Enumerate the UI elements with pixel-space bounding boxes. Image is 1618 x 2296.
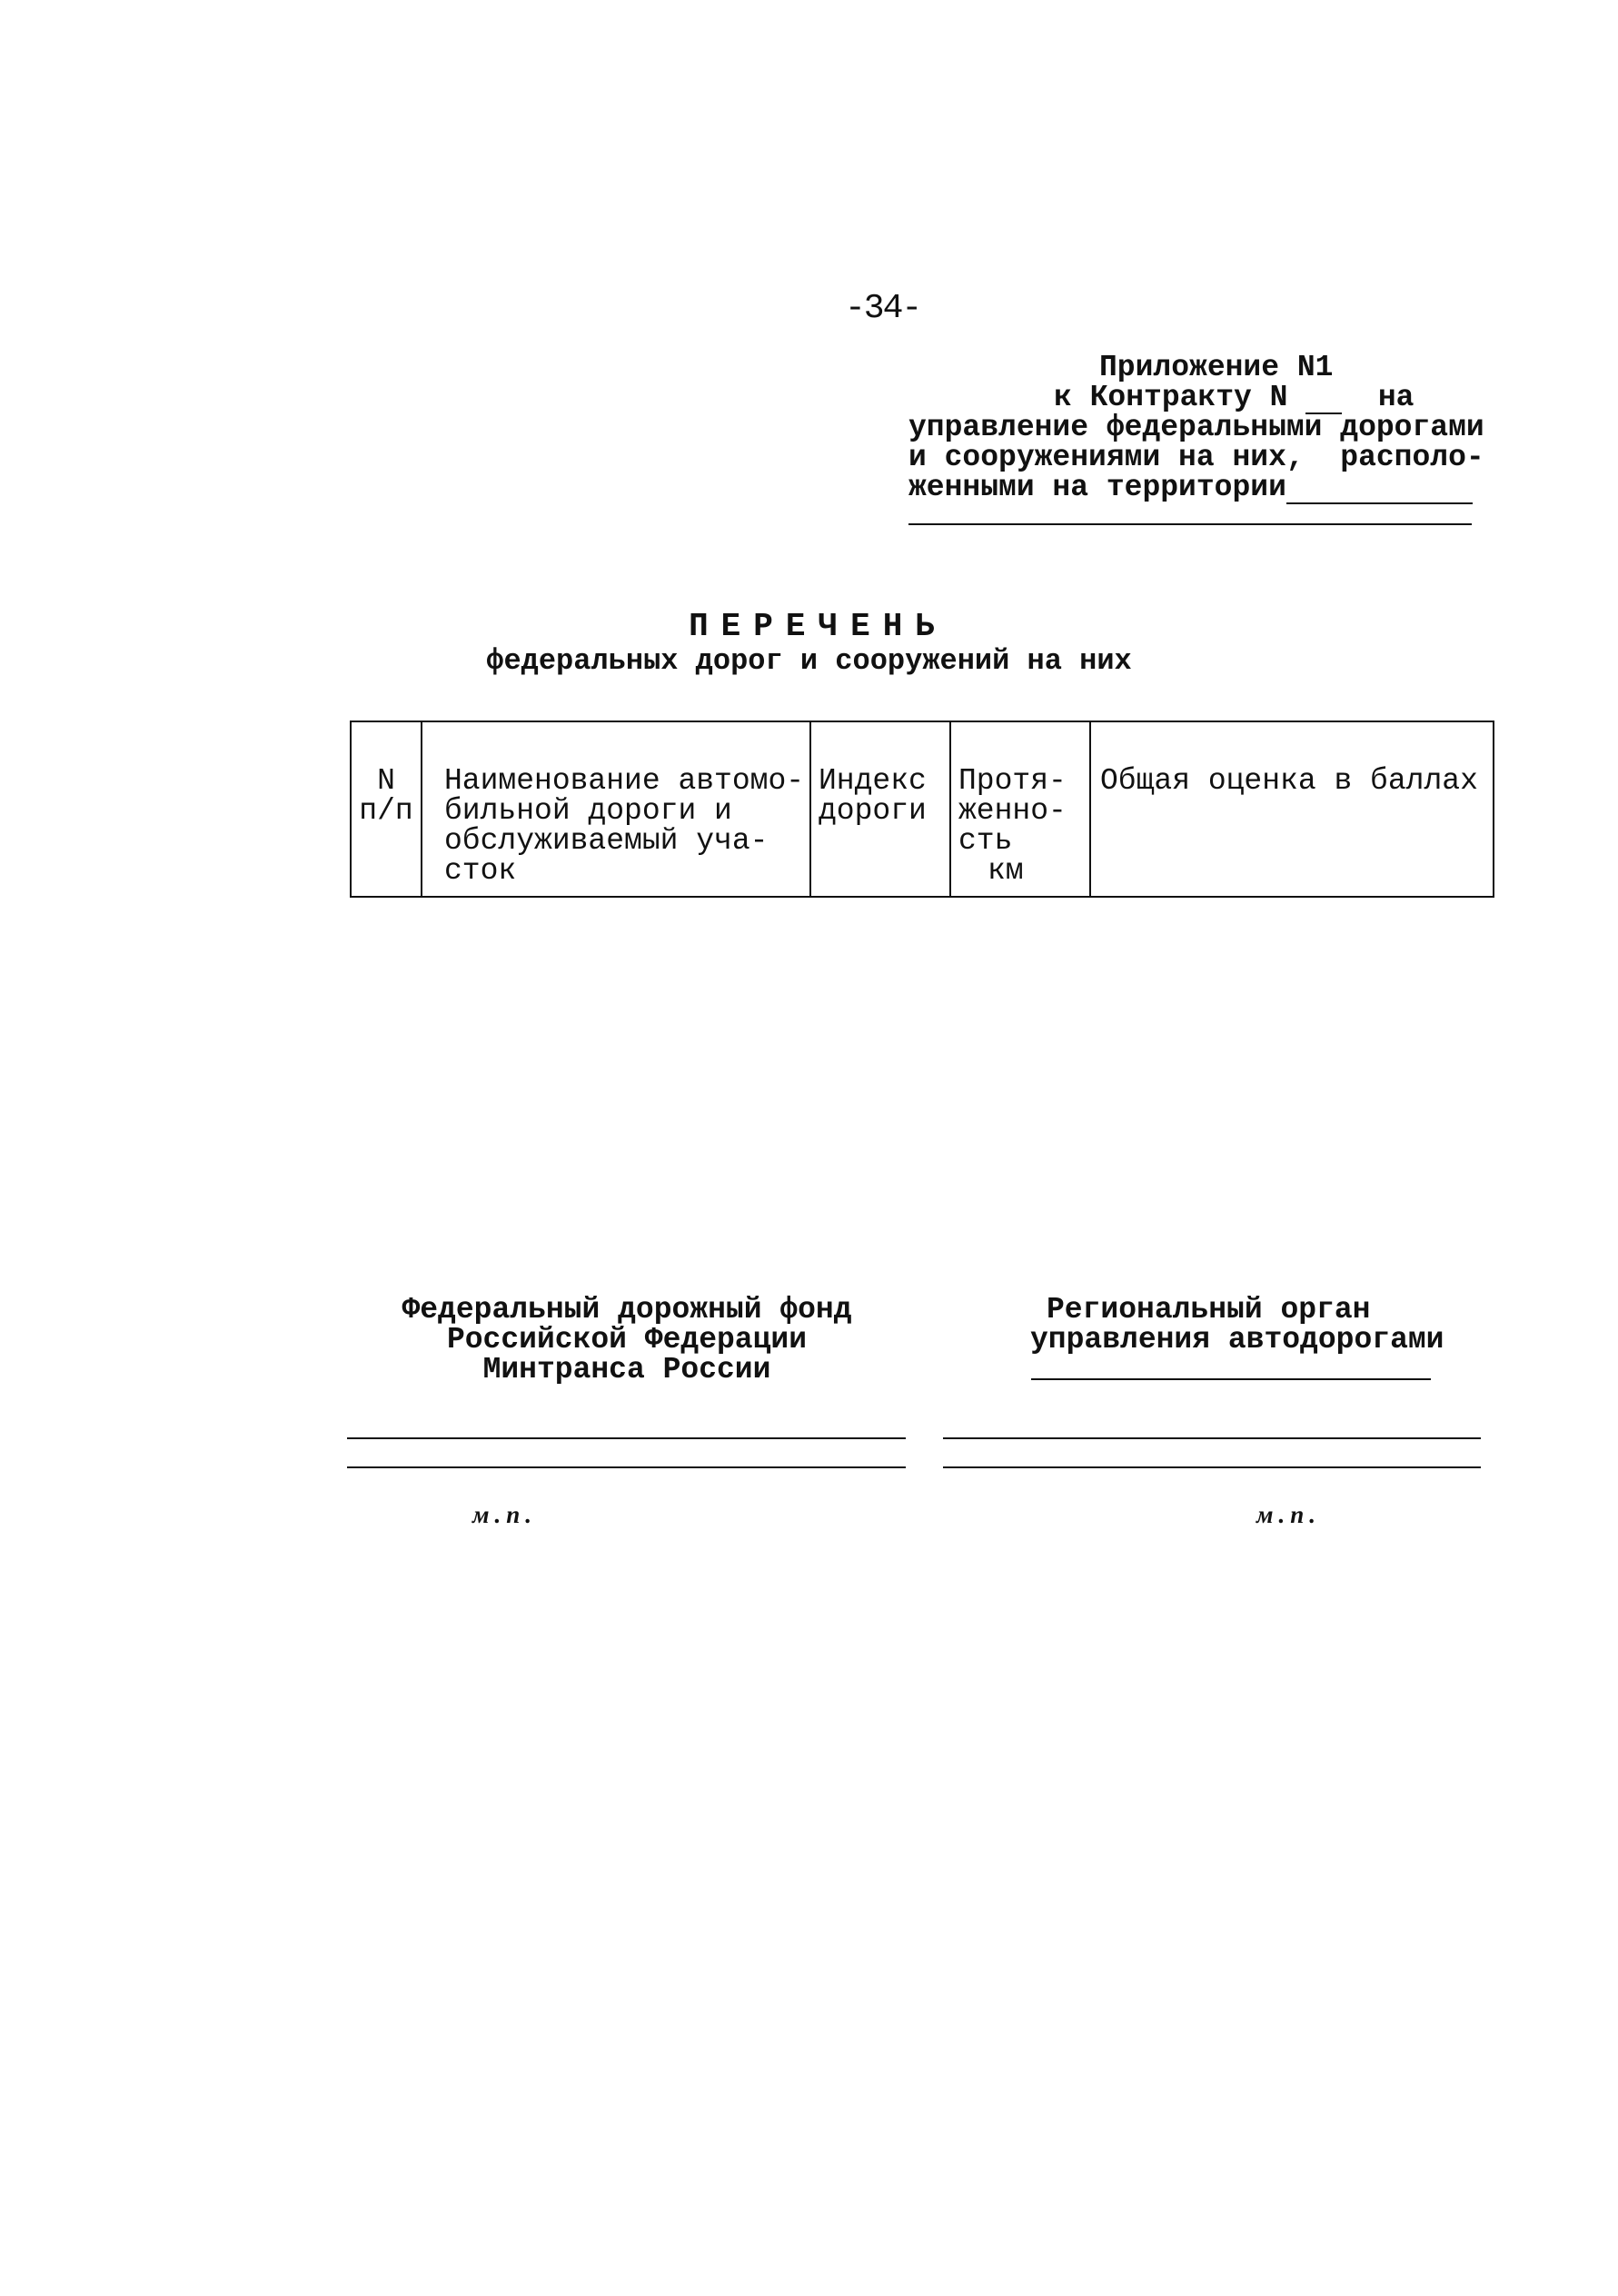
signature-left bbox=[345, 1295, 908, 1385]
signature-left-line: Минтранса России bbox=[482, 1353, 771, 1387]
header-length-line: Протя- bbox=[958, 764, 1067, 798]
header-score bbox=[1091, 722, 1493, 896]
annex-contract-suffix: на bbox=[1377, 381, 1415, 414]
document-title bbox=[0, 609, 1618, 678]
annex-contract-line bbox=[908, 383, 1490, 412]
signature-right-line-2 bbox=[943, 1466, 1481, 1468]
annex-line-3: управление федеральными дорогами bbox=[908, 411, 1484, 444]
annex-territory-line bbox=[908, 472, 1490, 502]
page-number: -34- bbox=[845, 289, 921, 328]
annex-contract-prefix: к Контракту N bbox=[1054, 381, 1288, 414]
title-subheading: федеральных дорог и сооружений на них bbox=[486, 644, 1132, 678]
header-road-name bbox=[422, 722, 811, 896]
contract-number-blank bbox=[1305, 383, 1342, 414]
header-length bbox=[951, 722, 1091, 896]
signature-left-line-1 bbox=[347, 1437, 906, 1439]
header-road-index bbox=[811, 722, 951, 896]
header-length-line: женно- bbox=[958, 794, 1067, 828]
signature-right bbox=[999, 1295, 1454, 1355]
header-length-line: сть bbox=[958, 824, 1013, 858]
header-length-unit: км bbox=[988, 854, 1024, 888]
header-number-line: п/п bbox=[359, 794, 413, 828]
signature-left-line: Российской Федерации bbox=[446, 1323, 808, 1357]
annex-territory-label: женными на территории bbox=[908, 471, 1286, 504]
stamp-left: м.п. bbox=[472, 1501, 538, 1528]
header-road-index-line: дороги bbox=[819, 794, 927, 828]
annex-header bbox=[908, 353, 1490, 502]
roads-table bbox=[350, 721, 1494, 898]
header-road-index-line: Индекс bbox=[819, 764, 927, 798]
header-score-line: Общая оценка в баллах bbox=[1100, 764, 1478, 798]
annex-title: Приложение N1 bbox=[1099, 351, 1334, 384]
signature-left-line-2 bbox=[347, 1466, 906, 1468]
header-number bbox=[352, 722, 422, 896]
header-road-name-line: Наименование автомо- bbox=[444, 764, 805, 798]
signature-left-line: Федеральный дорожный фонд bbox=[402, 1293, 852, 1327]
territory-underline bbox=[908, 523, 1472, 525]
territory-blank bbox=[1286, 472, 1473, 504]
header-road-name-line: обслуживаемый уча- bbox=[444, 824, 769, 858]
signature-right-line-1 bbox=[943, 1437, 1481, 1439]
header-road-name-line: сток bbox=[444, 854, 517, 888]
stamp-right: м.п. bbox=[1256, 1501, 1322, 1528]
header-number-line: N bbox=[377, 764, 395, 798]
header-road-name-line: бильной дороги и bbox=[444, 794, 732, 828]
signature-right-underline bbox=[1031, 1378, 1431, 1380]
title-heading: ПЕРЕЧЕНЬ bbox=[689, 608, 948, 645]
signature-right-line: Региональный орган bbox=[1047, 1293, 1371, 1327]
signature-right-line: управления автодорогами bbox=[1030, 1323, 1444, 1357]
annex-line-4: и сооружениями на них, располо- bbox=[908, 441, 1484, 474]
